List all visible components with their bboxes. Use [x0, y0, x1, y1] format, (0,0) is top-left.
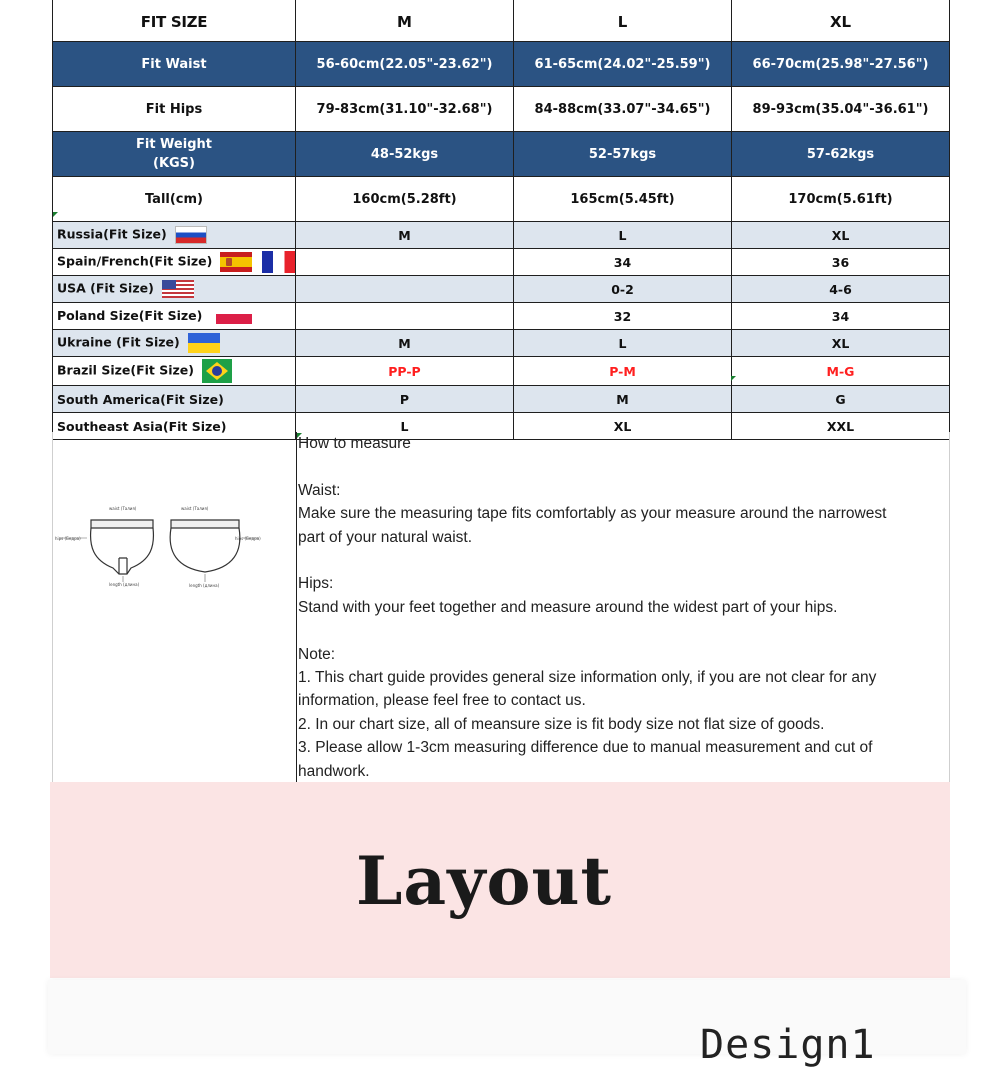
header-fit-size: FIT SIZE [53, 0, 296, 42]
row-label: Fit Waist [53, 42, 296, 87]
row-label-line1: Fit Weight [135, 137, 212, 152]
header-size-xl: XL [732, 0, 950, 42]
cell-value: 48-52kgs [296, 132, 514, 177]
diagram-label-hips-left: hips (Бедра) [55, 536, 81, 541]
row-label: Fit Hips [53, 87, 296, 132]
row-label [53, 303, 296, 330]
country-label: Ukraine (Fit Size) [57, 334, 180, 350]
cell-value: M [514, 386, 732, 413]
layout-title: Layout [355, 842, 612, 920]
row-label [53, 276, 296, 303]
note-1-line1: 1. This chart guide provides general size information only, if you are not clear for any [298, 669, 877, 687]
cell-value: 32 [514, 303, 732, 330]
cell-value: L [514, 330, 732, 357]
hips-text: Stand with your feet together and measure around the widest part of your hips. [298, 598, 838, 616]
cell-value: 0-2 [514, 276, 732, 303]
cell-value: M [296, 222, 514, 249]
country-label: Poland Size(Fit Size) [57, 307, 203, 323]
diagram-label-waist-back: waist (Талия) [181, 506, 209, 511]
cell-value: 56-60cm(22.05"-23.62") [296, 42, 514, 87]
cell-value: 79-83cm(31.10"-32.68") [296, 87, 514, 132]
cell-value: P [296, 386, 514, 413]
cell-value: P-M [514, 357, 732, 386]
layout-banner [50, 782, 950, 978]
measure-title: How to measure [298, 435, 411, 452]
cell-value: M [296, 330, 514, 357]
cell-value: 52-57kgs [514, 132, 732, 177]
spain-flag-icon [220, 252, 252, 272]
header-size-l: L [514, 0, 732, 42]
cell-value: L [296, 413, 514, 440]
france-flag-icon [262, 251, 295, 273]
country-label: Spain/French(Fit Size) [57, 253, 213, 269]
row-tall [53, 177, 950, 222]
cell-value: XXL [732, 413, 950, 440]
row-label: Tall(cm) [53, 177, 296, 222]
row-russia [53, 222, 950, 249]
diagram-label-hips-right: hips (Бедра) [235, 536, 261, 541]
russia-flag-icon [175, 226, 207, 244]
country-label: Brazil Size(Fit Size) [57, 362, 194, 378]
note-3-line2: handwork. [298, 762, 370, 780]
cell-value [296, 303, 514, 330]
cell-value: 170cm(5.61ft) [732, 177, 950, 222]
header-size-m: M [296, 0, 514, 42]
cell-value: 165cm(5.45ft) [514, 177, 732, 222]
cell-value: 89-93cm(35.04"-36.61") [732, 87, 950, 132]
row-poland [53, 303, 950, 330]
country-label: Russia(Fit Size) [57, 226, 167, 242]
cell-corner-marker [731, 376, 736, 381]
cell-value: 66-70cm(25.98"-27.56") [732, 42, 950, 87]
cell-value: M-G [732, 357, 950, 386]
cell-value: XL [732, 330, 950, 357]
note-2: 2. In our chart size, all of meansure size is fit body size not flat size of goods. [298, 715, 825, 733]
cell-value: 84-88cm(33.07"-34.65") [514, 87, 732, 132]
waist-heading: Waist: [298, 481, 341, 499]
design-title: Design1 [700, 1022, 876, 1068]
poland-flag-icon [216, 314, 252, 324]
row-label [53, 330, 296, 357]
cell-value: 34 [732, 303, 950, 330]
row-spain-french [53, 249, 950, 276]
row-fit-hips [53, 87, 950, 132]
cell-value [296, 276, 514, 303]
diagram-label-waist-front: waist (Талия) [109, 506, 137, 511]
row-label [53, 249, 296, 276]
size-chart-table [52, 0, 950, 440]
cell-value: 36 [732, 249, 950, 276]
cell-value: 160cm(5.28ft) [296, 177, 514, 222]
cell-value: 4-6 [732, 276, 950, 303]
row-label-line2: (KGS) [153, 156, 195, 171]
cell-value: XL [514, 413, 732, 440]
note-heading: Note: [298, 645, 336, 663]
diagram-label-length-front: length (длина) [109, 582, 140, 587]
diagram-label-length-back: length (длина) [189, 583, 220, 588]
ukraine-flag-icon [188, 333, 220, 353]
waist-text-line1: Make sure the measuring tape fits comfortably as your measure around the narrowest [298, 505, 887, 523]
row-label [53, 357, 296, 386]
note-3-line1: 3. Please allow 1-3cm measuring difference due to manual measurement and cut of [298, 739, 873, 757]
brazil-flag-icon [202, 359, 232, 383]
row-usa [53, 276, 950, 303]
note-1-line2: information, please feel free to contact us. [298, 692, 586, 710]
row-brazil [53, 357, 950, 386]
country-label: USA (Fit Size) [57, 280, 154, 296]
cell-value: PP-P [296, 357, 514, 386]
cell-value: XL [732, 222, 950, 249]
row-south-america [53, 386, 950, 413]
cell-value: 57-62kgs [732, 132, 950, 177]
cell-value: L [514, 222, 732, 249]
row-fit-weight [53, 132, 950, 177]
hips-heading: Hips: [298, 575, 334, 593]
measure-diagram-panel [52, 432, 297, 782]
row-label: Southeast Asia(Fit Size) [53, 413, 296, 440]
row-fit-waist [53, 42, 950, 87]
cell-value: G [732, 386, 950, 413]
cell-corner-marker [53, 212, 58, 217]
measure-instructions [296, 432, 950, 782]
cell-value [296, 249, 514, 276]
table-header-row [53, 0, 950, 42]
underwear-diagram [53, 432, 296, 782]
row-label [53, 222, 296, 249]
waist-text-line2: part of your natural waist. [298, 528, 473, 546]
cell-value: 61-65cm(24.02"-25.59") [514, 42, 732, 87]
row-label: South America(Fit Size) [53, 386, 296, 413]
row-label [53, 132, 296, 177]
row-ukraine [53, 330, 950, 357]
usa-flag-icon [162, 280, 194, 298]
cell-value: 34 [514, 249, 732, 276]
